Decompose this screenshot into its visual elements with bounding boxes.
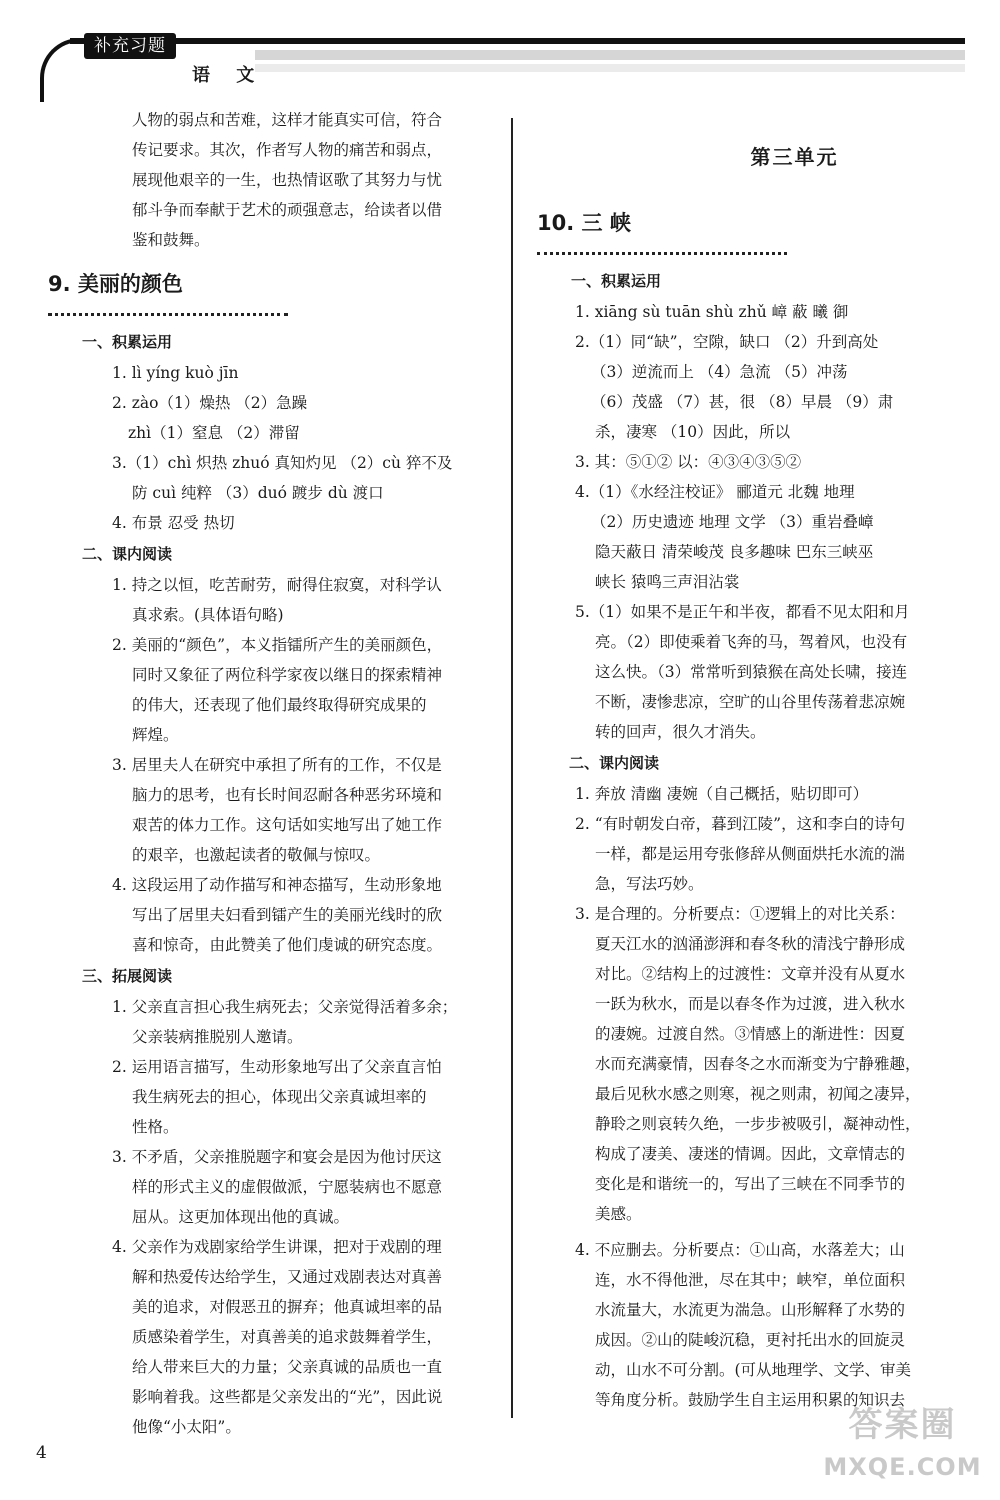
intro-line: 鉴和鼓舞。: [132, 231, 210, 249]
answer-line: 一样，都是运用夸张修辞从侧面烘托水流的湍: [595, 845, 906, 863]
answer-line: 隐天蔽日 清荣峻茂 良多趣味 巴东三峡巫: [595, 543, 874, 561]
answer-line: 4. 这段运用了动作描写和神态描写，生动形象地: [112, 876, 442, 894]
answer-line: 他像“小太阳”。: [132, 1418, 241, 1436]
answer-line: 不断，凄惨悲凉，空旷的山谷里传荡着悲凉婉: [595, 693, 906, 711]
answer-line: 我生病死去的担心，体现出父亲真诚坦率的: [132, 1088, 427, 1106]
answer-line: 的伟大，还表现了他们最终取得研究成果的: [132, 696, 427, 714]
header-shade-band-light: [255, 64, 965, 72]
answer-line: 的艰辛，也激起读者的敬佩与惊叹。: [132, 846, 381, 864]
answer-line: （3）逆流而上 （4）急流 （5）冲荡: [591, 363, 848, 381]
intro-line: 传记要求。其次，作者写人物的痛苦和弱点，: [132, 141, 443, 159]
section-title: 一、积累运用: [82, 333, 173, 351]
intro-line: 展现他艰辛的一生，也热情讴歌了其努力与忧: [132, 171, 443, 189]
answer-line: 水流量大，水流更为湍急。山形解释了水势的: [595, 1301, 906, 1319]
watermark-url: MXQE.COM: [823, 1453, 982, 1481]
answer-line: 质感染着学生，对真善美的追求鼓舞着学生，: [132, 1328, 443, 1346]
answer-line: （6）茂盛 （7）甚，很 （8）早晨 （9）肃: [591, 393, 894, 411]
answer-line: 水而充满豪情，因春冬之水而渐变为宁静雅趣，: [595, 1055, 921, 1073]
answer-line: 4. 不应删去。分析要点：①山高，水落差大；山: [575, 1241, 905, 1259]
header-tag: 补充习题: [84, 33, 176, 59]
answer-line: 转的回声，很久才消失。: [595, 723, 766, 741]
answer-line: 1. 父亲直言担心我生病死去；父亲觉得活着多余；: [112, 998, 458, 1016]
right-column: [537, 140, 972, 1415]
answer-line: 性格。: [132, 1118, 179, 1136]
answer-list: [48, 358, 488, 538]
section-title: 一、积累运用: [571, 272, 662, 290]
answer-line: 美的追求，对假恶丑的摒弃；他真诚坦率的品: [132, 1298, 443, 1316]
answer-line: 3. 其：⑤①② 以：④③④③⑤②: [575, 453, 802, 471]
answer-list: [537, 297, 972, 747]
title-dotted-rule: [48, 303, 288, 316]
answer-line: 构成了凄美、凄迷的情调。因此，文章情志的: [595, 1145, 906, 1163]
answer-line: 真求索。(具体语句略): [132, 606, 284, 624]
answer-line: 峡长 猿鸣三声泪沾裳: [595, 573, 740, 591]
answer-line: 3. 居里夫人在研究中承担了所有的工作，不仅是: [112, 756, 442, 774]
answer-line: 1. 持之以恒，吃苦耐劳，耐得住寂寞，对科学认: [112, 576, 442, 594]
answer-line: 喜和惊奇，由此赞美了他们虔诚的研究态度。: [132, 936, 443, 954]
answer-line: 美感。: [595, 1205, 642, 1223]
section-title: 二、课内阅读: [569, 754, 660, 772]
intro-line: 郁斗争而奉献于艺术的顽强意志，给读者以借: [132, 201, 443, 219]
lesson-title: 9. 美丽的颜色: [48, 272, 183, 296]
left-column: [48, 105, 488, 1442]
answer-line: 2. zào（1）燥热 （2）急躁: [112, 394, 308, 412]
answer-line: 解和热爱传达给学生，又通过戏剧表达对真善: [132, 1268, 443, 1286]
intro-line: 人物的弱点和苦难，这样才能真实可信，符合: [132, 111, 443, 129]
answer-line: 2. 美丽的“颜色”，本义指镭所产生的美丽颜色，: [112, 636, 443, 654]
column-divider: [511, 118, 513, 1418]
section-title: 二、课内阅读: [82, 545, 173, 563]
header-rule: [70, 38, 965, 44]
answer-line: 动，山水不可分割。(可从地理学、文学、审美: [595, 1361, 912, 1379]
answer-line: 艰苦的体力工作。这句话如实地写出了她工作: [132, 816, 443, 834]
answer-line: 样的形式主义的虚假做派，宁愿装病也不愿意: [132, 1178, 443, 1196]
page-number: 4: [36, 1443, 47, 1463]
answer-list: [48, 570, 488, 960]
answer-line: 辉煌。: [132, 726, 179, 744]
header-subject: 语 文: [192, 65, 265, 86]
answer-line: 急，写法巧妙。: [595, 875, 704, 893]
answer-line: 3. 是合理的。分析要点：①逻辑上的对比关系：: [575, 905, 905, 923]
watermark-title: 答案圈: [848, 1405, 957, 1445]
answer-line: 等角度分析。鼓励学生自主运用积累的知识去: [595, 1391, 906, 1409]
answer-line: （2）历史遗迹 地理 文学 （3）重岩叠嶂: [591, 513, 874, 531]
answer-line: 屈从。这更加体现出他的真诚。: [132, 1208, 350, 1226]
lesson-title: 10. 三 峡: [537, 211, 631, 235]
answer-line: 父亲装病推脱别人邀请。: [132, 1028, 303, 1046]
answer-line: 亮。（2）即使乘着飞奔的马，驾着风，也没有: [595, 633, 908, 651]
answer-line: 4. 父亲作为戏剧家给学生讲课，把对于戏剧的理: [112, 1238, 442, 1256]
intro-paragraph: [48, 105, 488, 255]
unit-title: 第三单元: [750, 145, 839, 169]
watermark: [820, 1402, 985, 1494]
answer-line: 写出了居里夫妇看到镭产生的美丽光线时的欣: [132, 906, 443, 924]
answer-line: 4.（1）《水经注校证》 郦道元 北魏 地理: [575, 483, 855, 501]
answer-line: 同时又象征了两位科学家夜以继日的探索精神: [132, 666, 443, 684]
answer-line: 脑力的思考，也有长时间忍耐各种恶劣环境和: [132, 786, 443, 804]
answer-line: 4. 布景 忍受 热切: [112, 514, 235, 532]
answer-line: 静聆之则哀转久绝，一步步被吸引，凝神动性，: [595, 1115, 921, 1133]
answer-line: 给人带来巨大的力量；父亲真诚的品质也一直: [132, 1358, 443, 1376]
answer-line: 3. 不矛盾，父亲推脱题字和宴会是因为他讨厌这: [112, 1148, 442, 1166]
answer-line: 1. xiāng sù tuān shù zhǔ 嶂 蔽 曦 御: [575, 303, 849, 321]
answer-line: 防 cuì 纯粹 （3）duó 踱步 dù 渡口: [132, 484, 384, 502]
answer-line: 2. “有时朝发白帝，暮到江陵”，这和李白的诗句: [575, 815, 906, 833]
answer-line: 1. lì yíng kuò jīn: [112, 364, 239, 382]
answer-line: 这么快。（3）常常听到猿猴在高处长啸，接连: [595, 663, 908, 681]
answer-line: 的凄婉。过渡自然。③情感上的渐进性：因夏: [595, 1025, 906, 1043]
title-dotted-rule: [537, 242, 787, 255]
answer-line: 1. 奔放 清幽 凄婉（自己概括，贴切即可）: [575, 785, 869, 803]
answer-line: 2.（1）同“缺”，空隙，缺口 （2）升到高处: [575, 333, 879, 351]
answer-line: 杀，凄寒 （10）因此，所以: [595, 423, 791, 441]
answer-line: 变化是和谐统一的，写出了三峡在不同季节的: [595, 1175, 906, 1193]
answer-line: 一跃为秋水，而是以春冬作为过渡，进入秋水: [595, 995, 906, 1013]
header-shade-band: [255, 50, 965, 60]
answer-line: zhì（1）窒息 （2）滞留: [128, 424, 300, 442]
answer-line: 5.（1）如果不是正午和半夜，都看不见太阳和月: [575, 603, 910, 621]
section-title: 三、拓展阅读: [82, 967, 173, 985]
answer-line: 影响着我。这些都是父亲发出的“光”，因此说: [132, 1388, 443, 1406]
answer-line: 夏天江水的汹涌澎湃和春冬秋的清浅宁静形成: [595, 935, 906, 953]
answer-line: 成因。②山的陡峻沉稳，更衬托出水的回旋灵: [595, 1331, 906, 1349]
answer-line: 对比。②结构上的过渡性：文章并没有从夏水: [595, 965, 906, 983]
answer-list: [48, 992, 488, 1442]
answer-line: 2. 运用语言描写，生动形象地写出了父亲直言怕: [112, 1058, 442, 1076]
answer-line: 连，水不得他泄，尽在其中；峡窄，单位面积: [595, 1271, 906, 1289]
answer-list: [537, 779, 972, 1415]
answer-line: 最后见秋水感之则寒，视之则肃，初闻之凄异，: [595, 1085, 921, 1103]
answer-line: 3.（1）chì 炽热 zhuó 真知灼见 （2）cù 猝不及: [112, 454, 453, 472]
